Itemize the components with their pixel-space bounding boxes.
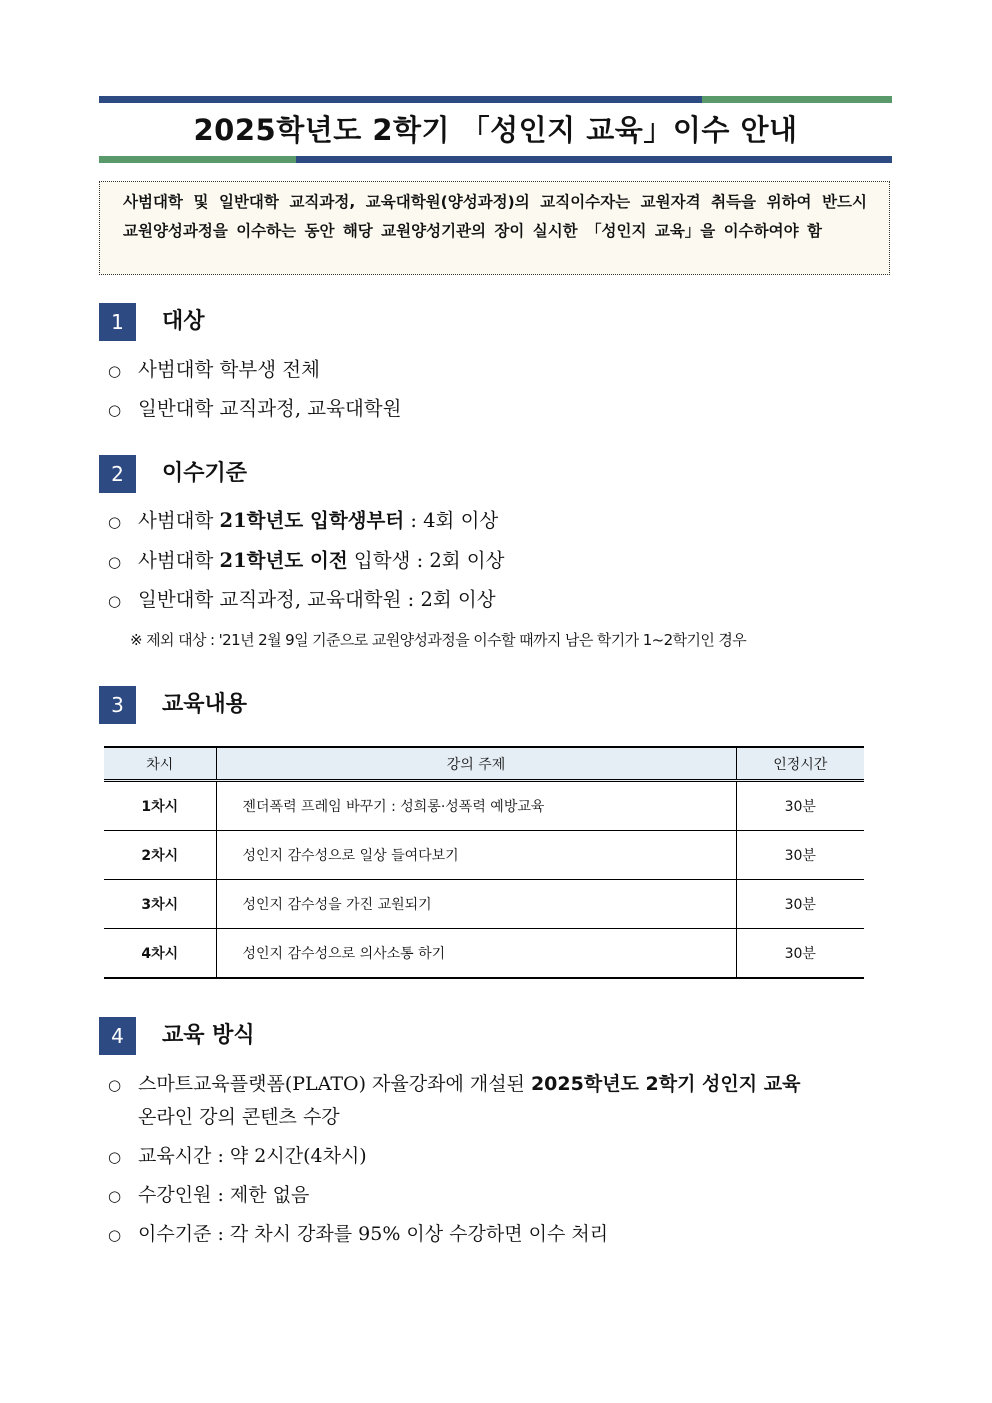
section-2-title: 이수기준 bbox=[162, 461, 248, 486]
section-3-title: 교육내용 bbox=[162, 692, 248, 717]
topic-cell: 성인지 감수성을 가진 교원되기 bbox=[216, 880, 736, 929]
section-2-item-3: ○ 일반대학 교직과정, 교육대학원 : 2회 이상 bbox=[108, 585, 496, 616]
session-cell: 1차시 bbox=[104, 781, 216, 831]
session-cell: 3차시 bbox=[104, 880, 216, 929]
bullet-icon: ○ bbox=[108, 401, 122, 419]
section-2-number: 2 bbox=[99, 455, 136, 493]
bullet-icon: ○ bbox=[108, 1226, 122, 1244]
section-2-item-2: ○ 사범대학 21학년도 이전 입학생 : 2회 이상 bbox=[108, 546, 504, 577]
header-hours: 인정시간 bbox=[736, 747, 864, 781]
section-3-number: 3 bbox=[99, 686, 136, 724]
section-4-title: 교육 방식 bbox=[162, 1023, 255, 1048]
section-4-number: 4 bbox=[99, 1017, 136, 1055]
title-top-bar-green bbox=[702, 96, 892, 103]
hours-cell: 30분 bbox=[736, 781, 864, 831]
bullet-icon: ○ bbox=[108, 1076, 122, 1094]
table-row bbox=[104, 831, 864, 880]
session-cell: 2차시 bbox=[104, 831, 216, 880]
session-cell: 4차시 bbox=[104, 929, 216, 979]
section-4-item-3: ○ 수강인원 : 제한 없음 bbox=[108, 1180, 309, 1211]
section-1-title: 대상 bbox=[162, 309, 205, 334]
bullet-icon: ○ bbox=[108, 592, 122, 610]
bullet-icon: ○ bbox=[108, 1148, 122, 1166]
section-2-item-1: ○ 사범대학 21학년도 입학생부터 : 4회 이상 bbox=[108, 506, 498, 537]
section-4-item-1-cont: 온라인 강의 콘텐츠 수강 bbox=[138, 1106, 340, 1128]
hours-cell: 30분 bbox=[736, 831, 864, 880]
title-bottom-bar-green bbox=[99, 156, 296, 163]
section-4-item-1: ○ 스마트교육플랫폼(PLATO) 자율강좌에 개설된 2025학년도 2학기 성인지 교육 bbox=[108, 1069, 898, 1100]
table-header-row bbox=[104, 747, 864, 781]
topic-cell: 성인지 감수성으로 일상 들여다보기 bbox=[216, 831, 736, 880]
hours-cell: 30분 bbox=[736, 929, 864, 979]
notice-box: 사범대학 및 일반대학 교직과정, 교육대학원(양성과정)의 교직이수자는 교원자격 취득을 위하여 반드시 교원양성과정을 이수하는 동안 해당 교원양성기관의 장이 실시한 「성인지 교육」을 이수하여야 함 bbox=[99, 181, 890, 275]
title-bottom-bar-navy bbox=[296, 156, 892, 163]
exclusion-note: ※ 제외 대상 : '21년 2월 9일 기준으로 교원양성과정을 이수할 때까지 남은 학기가 1~2학기인 경우 bbox=[130, 631, 747, 649]
table-row bbox=[104, 880, 864, 929]
bullet-icon: ○ bbox=[108, 1187, 122, 1205]
section-1-number: 1 bbox=[99, 303, 136, 341]
bullet-icon: ○ bbox=[108, 362, 122, 380]
course-table bbox=[104, 746, 864, 979]
bullet-icon: ○ bbox=[108, 553, 122, 571]
table-row bbox=[104, 781, 864, 831]
title-top-bar-navy bbox=[99, 96, 702, 103]
section-1-item-2: ○ 일반대학 교직과정, 교육대학원 bbox=[108, 394, 401, 425]
topic-cell: 성인지 감수성으로 의사소통 하기 bbox=[216, 929, 736, 979]
bullet-icon: ○ bbox=[108, 513, 122, 531]
header-topic: 강의 주제 bbox=[216, 747, 736, 781]
topic-cell: 젠더폭력 프레임 바꾸기 : 성희롱·성폭력 예방교육 bbox=[216, 781, 736, 831]
page-title: 2025학년도 2학기 「성인지 교육」이수 안내 bbox=[193, 113, 798, 147]
header-session: 차시 bbox=[104, 747, 216, 781]
hours-cell: 30분 bbox=[736, 880, 864, 929]
section-4-item-2: ○ 교육시간 : 약 2시간(4차시) bbox=[108, 1141, 367, 1172]
table-row bbox=[104, 929, 864, 979]
section-4-item-4: ○ 이수기준 : 각 차시 강좌를 95% 이상 수강하면 이수 처리 bbox=[108, 1219, 608, 1250]
section-1-item-1: ○ 사범대학 학부생 전체 bbox=[108, 355, 320, 386]
